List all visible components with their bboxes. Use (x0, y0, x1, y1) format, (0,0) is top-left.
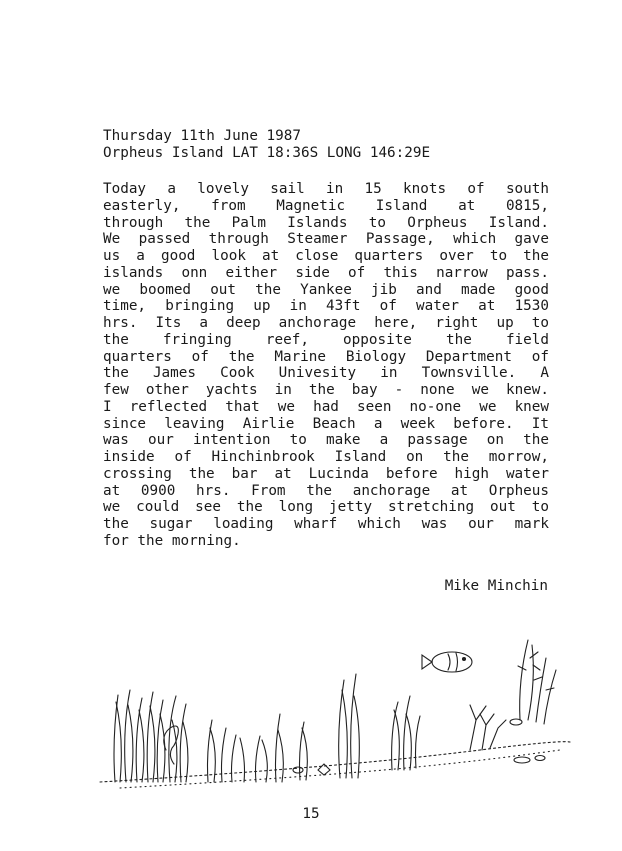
paragraph-line: since leaving Airlie Beach a week before. It (103, 415, 549, 432)
paragraph-line: the James Cook Univesity in Townsville. A (103, 365, 549, 382)
paragraph-line: us a good look at close quarters over to the (103, 248, 549, 264)
paragraph-line: was our intention to make a passage on the (103, 432, 549, 449)
paragraph-line: Today a lovely sail in 15 knots of south (103, 181, 549, 197)
paragraph-line: the fringing reef, opposite the field (103, 331, 549, 348)
paragraph-line: inside of Hinchinbrook Island on the morrow, (103, 449, 549, 465)
paragraph-line: I reflected that we had seen no-one we knew (103, 398, 549, 415)
paragraph-line: crossing the bar at Lucinda before high water (103, 465, 549, 482)
paragraph-line: the sugar loading wharf which was our mark (103, 516, 549, 532)
paragraph-line: hrs. Its a deep anchorage here, right up to (103, 315, 549, 331)
paragraph-line: at 0900 hrs. From the anchorage at Orpheus (103, 482, 549, 499)
paragraph-line: islands onn either side of this narrow pass. (103, 264, 549, 281)
paragraph-line: We passed through Steamer Passage, which gave (103, 231, 549, 248)
entry-date: Thursday 11th June 1987 (103, 128, 301, 144)
paragraph-line: we boomed out the Yankee jib and made good (103, 281, 549, 298)
paragraph-line: time, bringing up in 43ft of water at 1530 (103, 298, 549, 315)
paragraph-line: few other yachts in the bay - none we knew. (103, 382, 549, 398)
paragraph-line: we could see the long jetty stretching out to (103, 499, 549, 516)
paragraph-line: quarters of the Marine Biology Department of (103, 348, 549, 365)
author-signature: Mike Minchin (444, 578, 548, 594)
paragraph-line: easterly, from Magnetic Island at 0815, (103, 197, 549, 214)
seabed-illustration-icon (0, 610, 622, 800)
page-number: 15 (302, 806, 320, 822)
journal-paragraph (103, 181, 549, 550)
paragraph-line: for the morning. (103, 532, 241, 549)
entry-header (103, 128, 553, 162)
paragraph-line: through the Palm Islands to Orpheus Island. (103, 214, 549, 231)
entry-location: Orpheus Island LAT 18:36S LONG 146:29E (103, 145, 431, 161)
